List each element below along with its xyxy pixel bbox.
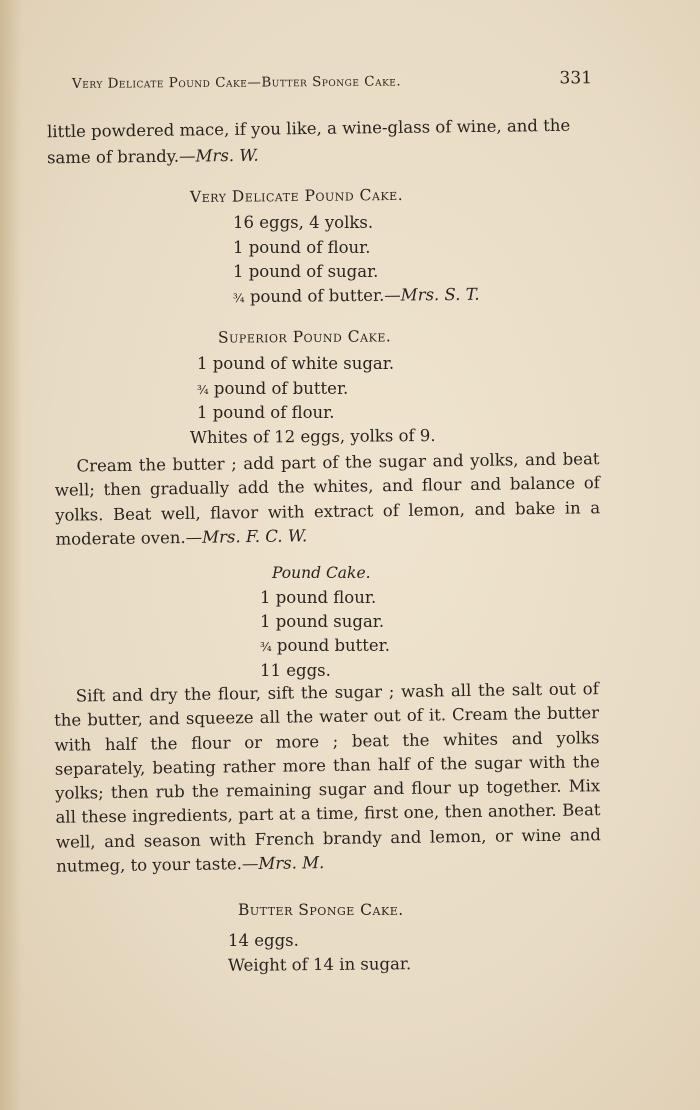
recipe3-ingredient-3 [260,636,390,657]
recipe3-ingredient-2: 1 pound sugar. [260,612,385,631]
recipe4-title: Butter Sponge Cake. [238,901,404,919]
recipe1-ingredient-4-text: pound of butter.— [244,285,401,307]
recipe2-ingredient-4: Whites of 12 eggs, yolks of 9. [189,425,436,448]
running-header [71,68,593,92]
recipe1-fraction: ¾ [232,291,245,306]
recipe2-title: Superior Pound Cake. [217,327,392,347]
recipe3-method [54,677,602,879]
header-title: Very Delicate Pound Cake—Butter Sponge Cake. [71,73,402,92]
recipe1-signature: Mrs. S. T. [400,284,480,305]
continuation-line-2 [47,146,259,169]
recipe3-method-text: Sift and dry the flour, sift the sugar ; wash all the salt out of the butter, and squeeze all the water out of it. Cream the butter with half the flour or more ; beat the whites and yolks separately, beating rather more than half of the sugar with the yolks; then rub the remaining sugar and flour up together. Mix all these ingredients, part at a time, first one, then another. Beat well, and season with French brandy and lemon, or wine and nutmeg, to your taste.— [54,679,601,876]
continuation-line-1: little powdered mace, if you like, a wine-glass of wine, and the [46,115,571,142]
continuation-signature: Mrs. W. [195,145,259,166]
recipe2-ingredient-1: 1 pound of white sugar. [197,354,395,373]
recipe1-ingredient-1: 16 eggs, 4 yolks. [233,213,374,232]
recipe2-ingredient-3: 1 pound of flour. [197,403,335,422]
recipe1-ingredient-2: 1 pound of flour. [233,238,371,257]
page-number: 331 [559,68,593,89]
recipe2-signature: Mrs. F. C. W. [202,526,308,547]
recipe4-ingredient-1: 14 eggs. [228,931,299,950]
recipe2-fraction: ¾ [197,383,209,397]
recipe3-ingredient-3-text: pound butter. [271,636,390,655]
recipe2-ingredient-2-text: pound of butter. [208,379,349,398]
recipe2-method-text: Cream the butter ; add part of the sugar and yolks, and beat well; then gradually add the whites, and flour and balance of yolks. Beat well, flavor with extract of lemon, and bake in a moderate oven.— [54,449,601,549]
recipe3-ingredient-4: 11 eggs. [260,661,331,680]
recipe3-title: Pound Cake. [272,564,371,582]
page-spine-shadow [0,0,22,1110]
recipe1-ingredient-4 [233,285,480,309]
recipe3-ingredient-1: 1 pound flour. [260,588,377,607]
recipe4-ingredient-2: Weight of 14 in sugar. [227,954,412,975]
recipe3-fraction: ¾ [260,640,272,654]
recipe3-signature: Mrs. M. [258,853,325,874]
recipe1-ingredient-3: 1 pound of sugar. [233,262,379,281]
recipe2-ingredient-2 [197,379,348,400]
recipe1-title: Very Delicate Pound Cake. [189,185,404,207]
continuation-text: same of brandy.— [46,146,196,168]
recipe2-method [54,447,600,552]
